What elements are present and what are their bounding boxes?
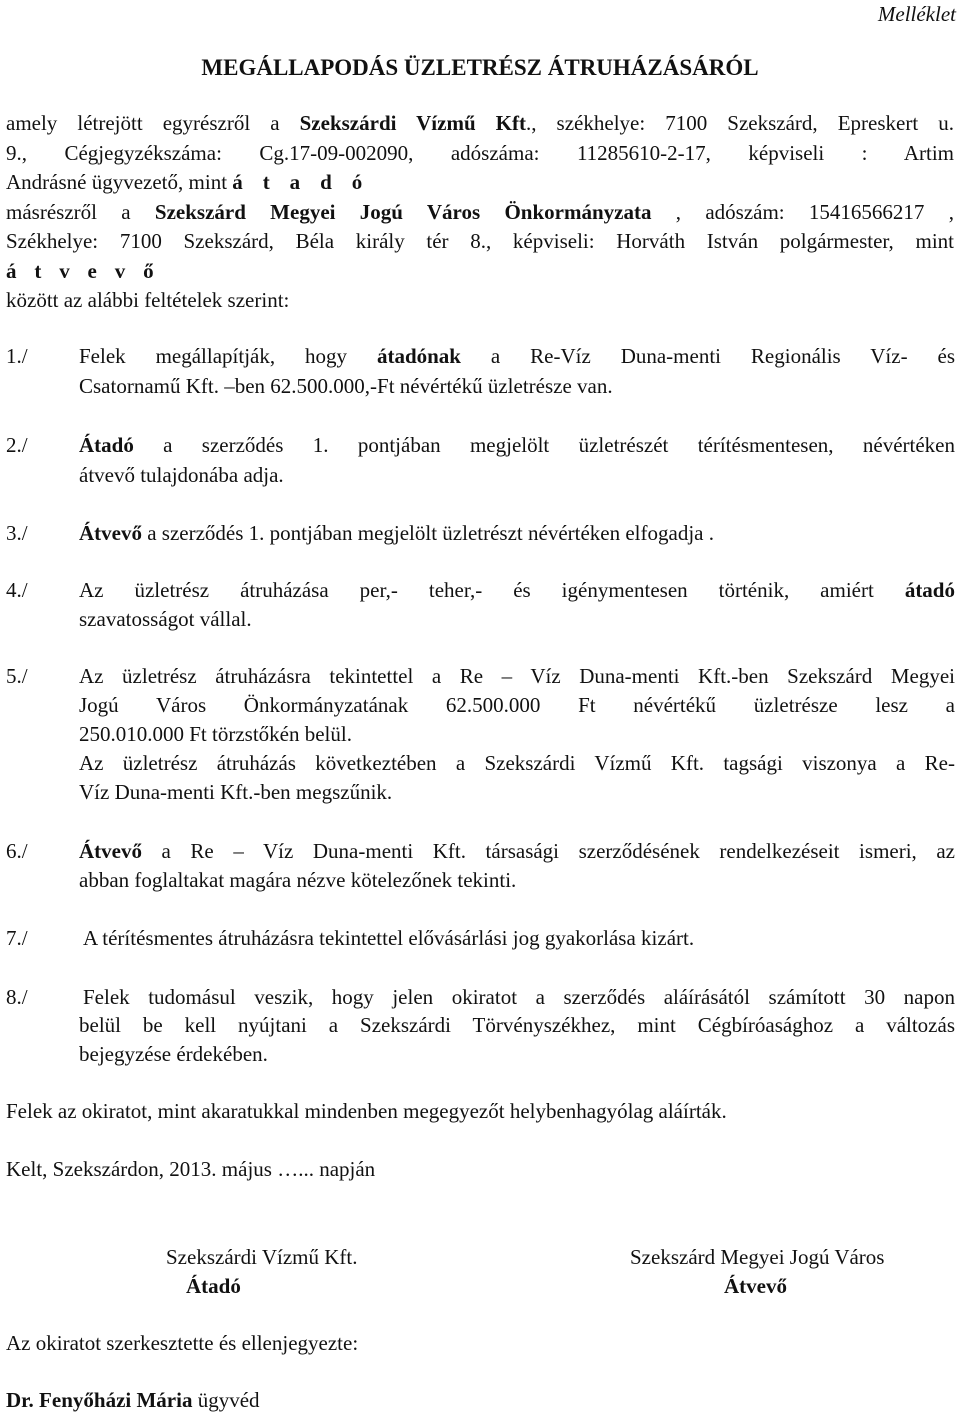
intro-line-1: amely létrejött egyrészről a Szekszárdi Vízmű Kft., székhelye: 7100 Szekszárd, Epreskert u. <box>6 111 954 135</box>
intro-line-3: Andrásné ügyvezető, mint á t a d ó <box>6 170 370 194</box>
point-7-line-1: A térítésmentes átruházásra tekintettel elővásárlási jog gyakorlása kizárt. <box>83 926 695 950</box>
point-5-number: 5./ <box>6 664 28 688</box>
point-5-line-1: Az üzletrész átruházásra tekintettel a Re – Víz Duna-menti Kft.-ben Szekszárd Megyei <box>79 664 955 688</box>
point-5-line-2: Jogú Város Önkormányzatának 62.500.000 Ft névértékű üzletrésze lesz a <box>79 693 955 717</box>
point-8-number: 8./ <box>6 985 28 1009</box>
point-4-line-2: szavatosságot vállal. <box>79 607 252 631</box>
point-2-number: 2./ <box>6 433 28 457</box>
annex-label: Melléklet <box>877 2 956 26</box>
signature-left-role: Átadó <box>186 1274 241 1298</box>
document-title: MEGÁLLAPODÁS ÜZLETRÉSZ ÁTRUHÁZÁSÁRÓL <box>201 55 759 80</box>
point-5-line-5: Víz Duna-menti Kft.-ben megszűnik. <box>79 780 393 804</box>
role-atado: á t a d ó <box>232 170 370 194</box>
point-5-line-3: 250.010.000 Ft törzstőkén belül. <box>79 722 352 746</box>
party-vizmu: Szekszárdi Vízmű Kft <box>299 111 526 135</box>
signature-right-role: Átvevő <box>724 1274 787 1298</box>
intro-line-6: á t v e v ő <box>6 259 160 283</box>
point-1-line-1: Felek megállapítják, hogy átadónak a Re-Víz Duna-menti Regionális Víz- és <box>79 344 955 368</box>
point-6-line-1: Átvevő a Re – Víz Duna-menti Kft. társasági szerződésének rendelkezéseit ismeri, az <box>79 839 955 863</box>
point-3-number: 3./ <box>6 521 28 545</box>
intro-line-2: 9., Cégjegyzékszáma: Cg.17-09-002090, adószáma: 11285610-2-17, képviseli : Artim <box>6 141 954 165</box>
point-1-line-2: Csatornamű Kft. –ben 62.500.000,-Ft névértékű üzletrésze van. <box>79 374 613 398</box>
point-7-number: 7./ <box>6 926 28 950</box>
point-4-line-1: Az üzletrész átruházása per,- teher,- és igénymentesen történik, amiért átadó <box>79 578 955 602</box>
signature-left-org: Szekszárdi Vízmű Kft. <box>166 1245 358 1269</box>
point-8-line-2: belül be kell nyújtani a Szekszárdi Törvényszékhez, mint Cégbíróasághoz a változás <box>79 1013 955 1037</box>
date-line: Kelt, Szekszárdon, 2013. május …... napján <box>6 1157 376 1181</box>
intro-line-4: másrészről a Szekszárd Megyei Jogú Város Önkormányzata , adószám: 15416566217 , <box>6 200 954 224</box>
lawyer-signature: Dr. Fenyőházi Mária ügyvéd <box>6 1388 260 1412</box>
intro-line-5: Székhelye: 7100 Szekszárd, Béla király tér 8., képviseli: Horváth István polgármester, mint <box>6 229 954 253</box>
point-2-line-2: átvevő tulajdonába adja. <box>79 463 284 487</box>
party-onkormanyzat: Szekszárd Megyei Jogú Város Önkormányzata <box>154 200 652 224</box>
point-8-line-1: Felek tudomásul veszik, hogy jelen okiratot a szerződés aláírásától számított 30 napon <box>83 985 955 1009</box>
intro-line-7: között az alábbi feltételek szerint: <box>6 288 290 312</box>
point-6-line-2: abban foglaltakat magára nézve kötelezőnek tekinti. <box>79 868 517 892</box>
point-2-line-1: Átadó a szerződés 1. pontjában megjelölt üzletrészét térítésmentesen, névértéken <box>79 433 955 457</box>
signature-right-org: Szekszárd Megyei Jogú Város <box>630 1245 885 1269</box>
point-1-number: 1./ <box>6 344 28 368</box>
point-4-number: 4./ <box>6 578 28 602</box>
prepared-by-label: Az okiratot szerkesztette és ellenjegyezte: <box>6 1331 359 1355</box>
point-5-line-4: Az üzletrész átruházás következtében a Szekszárdi Vízmű Kft. tagsági viszonya a Re- <box>79 751 955 775</box>
approval-statement: Felek az okiratot, mint akaratukkal mindenben megegyezőt helybenhagyólag aláírták. <box>6 1099 727 1123</box>
point-6-number: 6./ <box>6 839 28 863</box>
point-8-line-3: bejegyzése érdekében. <box>79 1042 268 1066</box>
point-3-line-1: Átvevő a szerződés 1. pontjában megjelölt üzletrészt névértéken elfogadja . <box>79 521 714 545</box>
